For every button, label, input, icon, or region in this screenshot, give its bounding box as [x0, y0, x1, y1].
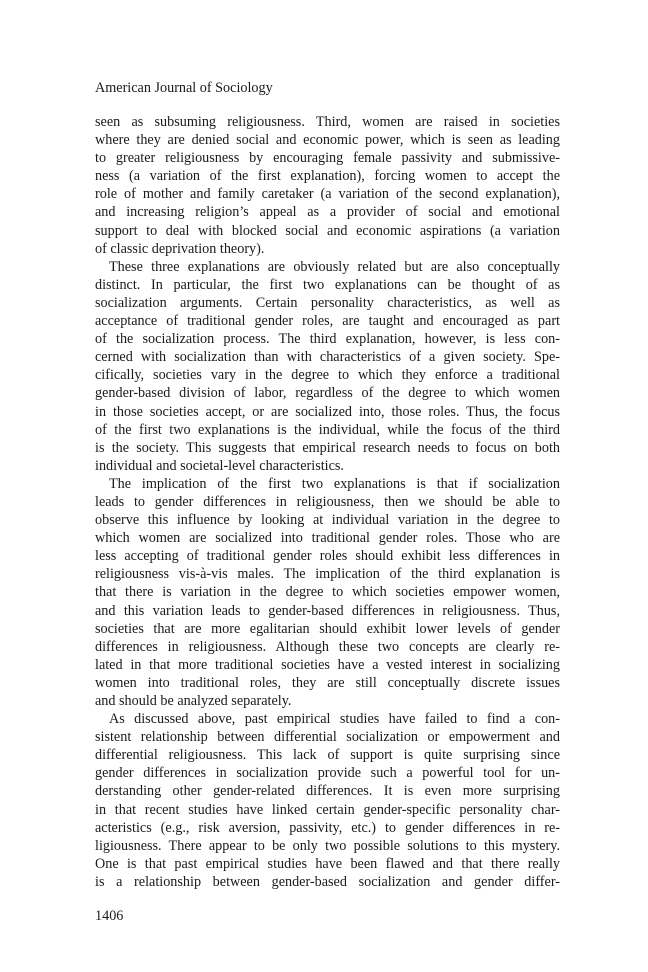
text-line: and should be analyzed separately.	[95, 693, 292, 709]
text-line: cerned with socialization than with characteristics of a given society. Spe-	[95, 349, 560, 366]
text-line: leads to gender differences in religiousness, then we should be able to	[95, 493, 560, 510]
text-line: socialization arguments. Certain personality characteristics, as well as	[95, 294, 560, 311]
text-line: sistent relationship between differential socialization or empowerment and	[95, 729, 560, 746]
text-line: and increasing religion’s appeal as a provider of social and emotional	[95, 204, 560, 221]
text-line: to greater religiousness by encouraging female passivity and submissive-	[95, 150, 560, 167]
text-line: support to deal with blocked social and economic aspirations (a variation	[95, 222, 560, 239]
text-line: observe this influence by looking at individual variation in the degree to	[95, 512, 560, 529]
text-line: derstanding other gender-related differences. It is even more surprising	[95, 783, 560, 800]
text-line: in that recent studies have linked certain gender-specific personality char-	[95, 801, 560, 818]
text-line: ligiousness. There appear to be only two possible solutions to this mystery.	[95, 837, 560, 854]
text-line: The implication of the first two explanations is that if socialization	[109, 475, 560, 492]
text-line: societies that are more egalitarian should exhibit lower levels of gender	[95, 620, 560, 637]
body-text	[95, 113, 560, 891]
text-line: role of mother and family caretaker (a variation of the second explanation),	[95, 186, 560, 203]
text-line: seen as subsuming religiousness. Third, women are raised in societies	[95, 114, 560, 130]
text-line: where they are denied social and economic power, which is seen as leading	[95, 132, 560, 149]
text-line: is the society. This suggests that empirical research needs to focus on both	[95, 439, 560, 456]
text-line: is a relationship between gender-based socialization and gender differ-	[95, 873, 560, 890]
text-line: gender differences in socialization provide such a powerful tool for un-	[95, 765, 560, 782]
text-line: individual and societal-level characteristics.	[95, 457, 344, 474]
text-line: cifically, societies vary in the degree to which they enforce a traditional	[95, 367, 560, 384]
text-line: women into traditional roles, they are still conceptually discrete issues	[95, 674, 560, 691]
text-line: of the socialization process. The third explanation, however, is less con-	[95, 331, 560, 348]
text-line: acceptance of traditional gender roles, are taught and encouraged as part	[95, 313, 560, 330]
text-line: that there is variation in the degree to which societies empower women,	[95, 584, 560, 601]
text-line: differences in religiousness. Although these two concepts are clearly re-	[95, 638, 560, 655]
running-head: American Journal of Sociology	[95, 80, 273, 96]
text-line: of the first two explanations is the individual, while the focus of the third	[95, 421, 560, 438]
text-line: distinct. In particular, the first two explanations can be thought of as	[95, 276, 560, 293]
text-line: and this variation leads to gender-based differences in religiousness. Thus,	[95, 602, 560, 619]
text-line: gender-based division of labor, regardless of the degree to which women	[95, 385, 560, 402]
text-line: One is that past empirical studies have been flawed and that there really	[95, 855, 560, 872]
page-number: 1406	[95, 908, 124, 924]
text-line: less accepting of traditional gender roles should exhibit less differences in	[95, 548, 560, 565]
text-line: in those societies accept, or are socialized into, those roles. Thus, the focus	[95, 403, 560, 420]
text-line: ness (a variation of the first explanation), forcing women to accept the	[95, 168, 560, 185]
text-line: differential religiousness. This lack of support is quite surprising since	[95, 747, 560, 764]
text-line: lated in that more traditional societies have a vested interest in socializing	[95, 656, 560, 673]
text-line: acteristics (e.g., risk aversion, passivity, etc.) to gender differences in re-	[95, 819, 560, 836]
text-line: religiousness vis-à-vis males. The implication of the third explanation is	[95, 566, 560, 583]
text-line: of classic deprivation theory).	[95, 240, 265, 257]
text-line: These three explanations are obviously related but are also conceptually	[109, 258, 560, 275]
text-line: As discussed above, past empirical studies have failed to find a con-	[109, 711, 560, 728]
text-line: which women are socialized into traditional gender roles. Those who are	[95, 530, 560, 547]
